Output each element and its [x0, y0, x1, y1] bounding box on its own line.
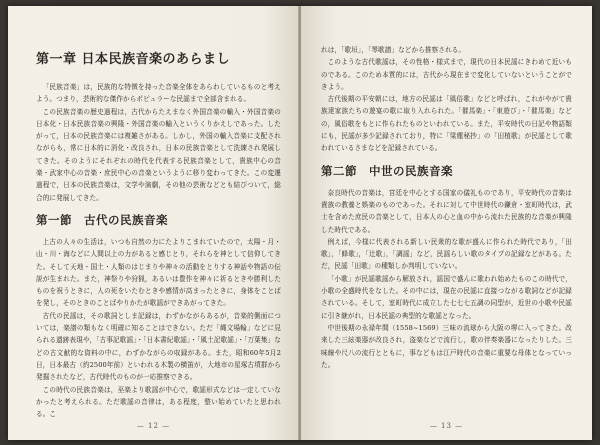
body-paragraph: 古代後期の平安朝には，地方の民謡は「風俗歌」などと呼ばれ，これがやがて貴族達家族たちの遊宴の歌に取り入れられた。「催馬楽」・「東遊び」・「催馬楽」などの，風俗歌をもとに作られたものといわれている。また，平安時代の日記や物語類にも，民謡が多少記録されており，特に「梁塵秘抄」の「田植歌」が民謡として歌われているさまなどを記録されている。 — [321, 95, 572, 153]
section-title: 第一節 古代の民族音楽 — [36, 212, 168, 227]
body-paragraph: 中世後期の永禄年間（1558~1569）三味の流球から大阪の堺に入ってきた。改来した三絃楽器が改良され，盗楽などで流行し，歌の伴奏楽器になったりした。三味線や尺八の流行とともに，事などもは江戸時代の音楽に重要な母体となっていった。 — [321, 323, 572, 369]
book-spread — [8, 6, 592, 440]
section-title: 第二節 中世の民族音楽 — [321, 163, 453, 178]
body-paragraph: 上古の人々の生活は，いつも自然の力にたよりこまれていたので，太陽・月・山・川・海などに人間以上の力があると感じとり，それらを神として信仰してきた。そして天地・国土・人類のはじまりや神々の活動をとりする神話や物語の伝説が生まれた。また，神祭りや狩猟，あるいは豊作を神々に祈るときや勝利したものを祝うときに，人の死をいたむときや感情が高まったときに，身体をことばを発し，そのときのことばやりかたが歌謡ができあがってきた。 — [36, 237, 281, 308]
left-page-content — [36, 46, 281, 420]
body-paragraph: 奈良時代の音楽は，宮廷を中心とする国家の儀礼ものであり，平安時代の音楽は貴族の教養と娯楽のものであった。それに対して中世時代の鎌倉・室町時代は，武士を含めた庶民の音楽として，日本人の心と血の中から流れた民族的な音楽が興隆した時代である。 — [321, 188, 572, 234]
right-page-content — [321, 44, 572, 371]
body-paragraph: このような古代歌謡は，その性格・様式まで，現代の日本民謡にきわめて近いものである。このため本質的には，古代から現在まで変化していないということができよう。 — [321, 58, 572, 91]
left-page — [8, 6, 299, 440]
chapter-title: 第一章 日本民族音楽のあらまし — [36, 52, 231, 67]
body-paragraph: 古代の民謡は，その歌詞としま記録は，わずかながらあるが，音楽的側面については，楽譜の類もなく明確に知ることはできない。ただ「縄文場輪」などに見られる遺跡表現や，「古事記歌謡」・「日本書紀歌謡」・「風土記歌謡」・「万葉集」などの古文献的な資料の中に，わずかながらの収録がある。また，昭和60年5月2日，日本最古（約2500年前）といわれる木製の横笛が，大地市の星塚古墳群から発掘されたなど，古代時代のものが一応推察できる。 — [36, 311, 281, 382]
page-number: — 12 — — [136, 422, 171, 430]
body-paragraph: この時代の民族音楽は，巫楽より歌謡が中心で，歌謡形式などは一定していなかったと考えられる。ただ歌謡の音律は，ある程度，整い始めていたと思われる。こ — [36, 385, 281, 419]
body-paragraph: 例えば，今様に代表される新しい民衆的な歌が盛んに作られた時代であり，「田歌」，「蜂歌」，「辻歌」，「調謡」など，民謡らしい歌のタイプの記録などがある。ただ，民謡「田歌」の種類しか判明していない。 — [321, 237, 572, 271]
intro-paragraph: この民族音楽の歴史過程は，古代からたえまなく外国音楽の輸入・外国音楽の日本化・日本民族音楽の興隆・外国音楽の輸入というくりかえしであった。したがって，日本の民族音楽には複雑さがある。しかし，外国の輸入音楽に支配されながらも，常に日本的に消化・改良され，日本の民族音楽として洗練され発展してきた。そのようにそれぞれの時代を代表する民族音楽として，貴族中心の音楽・武家中心の音楽・庶民中心の音楽というように移り変わってきた。この変遷過程で，日本の民族音楽は，文学や演劇，その他の芸術などとも結びついて，総合的に発展してきた。 — [36, 107, 281, 202]
body-paragraph: 「小歌」が民謡歌謡から解放され，謡国で盛んに歌われ始めたものこの時代で，小歌の全盛時代をなした。その中には，現在の民謡に直接つながる歌詞などが記録されている。そして，室町時代に成立した七七七五調の同型が，近世の小歌や民謡に引き継がれ，日本民謡の典型的な歌謡となった。 — [321, 274, 572, 320]
body-paragraph: れは，「歌垣」，「琴歌譜」などから推察される。 — [321, 46, 466, 54]
intro-paragraph: 「民族音楽」は，民族的な特徴を持った音楽全体をあらわしているものと考えよう。つまり，芸術的な傑作からポピュラーな民謡まで全部含まれる。 — [36, 83, 281, 104]
page-number: — 13 — — [429, 422, 464, 430]
right-page — [301, 6, 592, 440]
